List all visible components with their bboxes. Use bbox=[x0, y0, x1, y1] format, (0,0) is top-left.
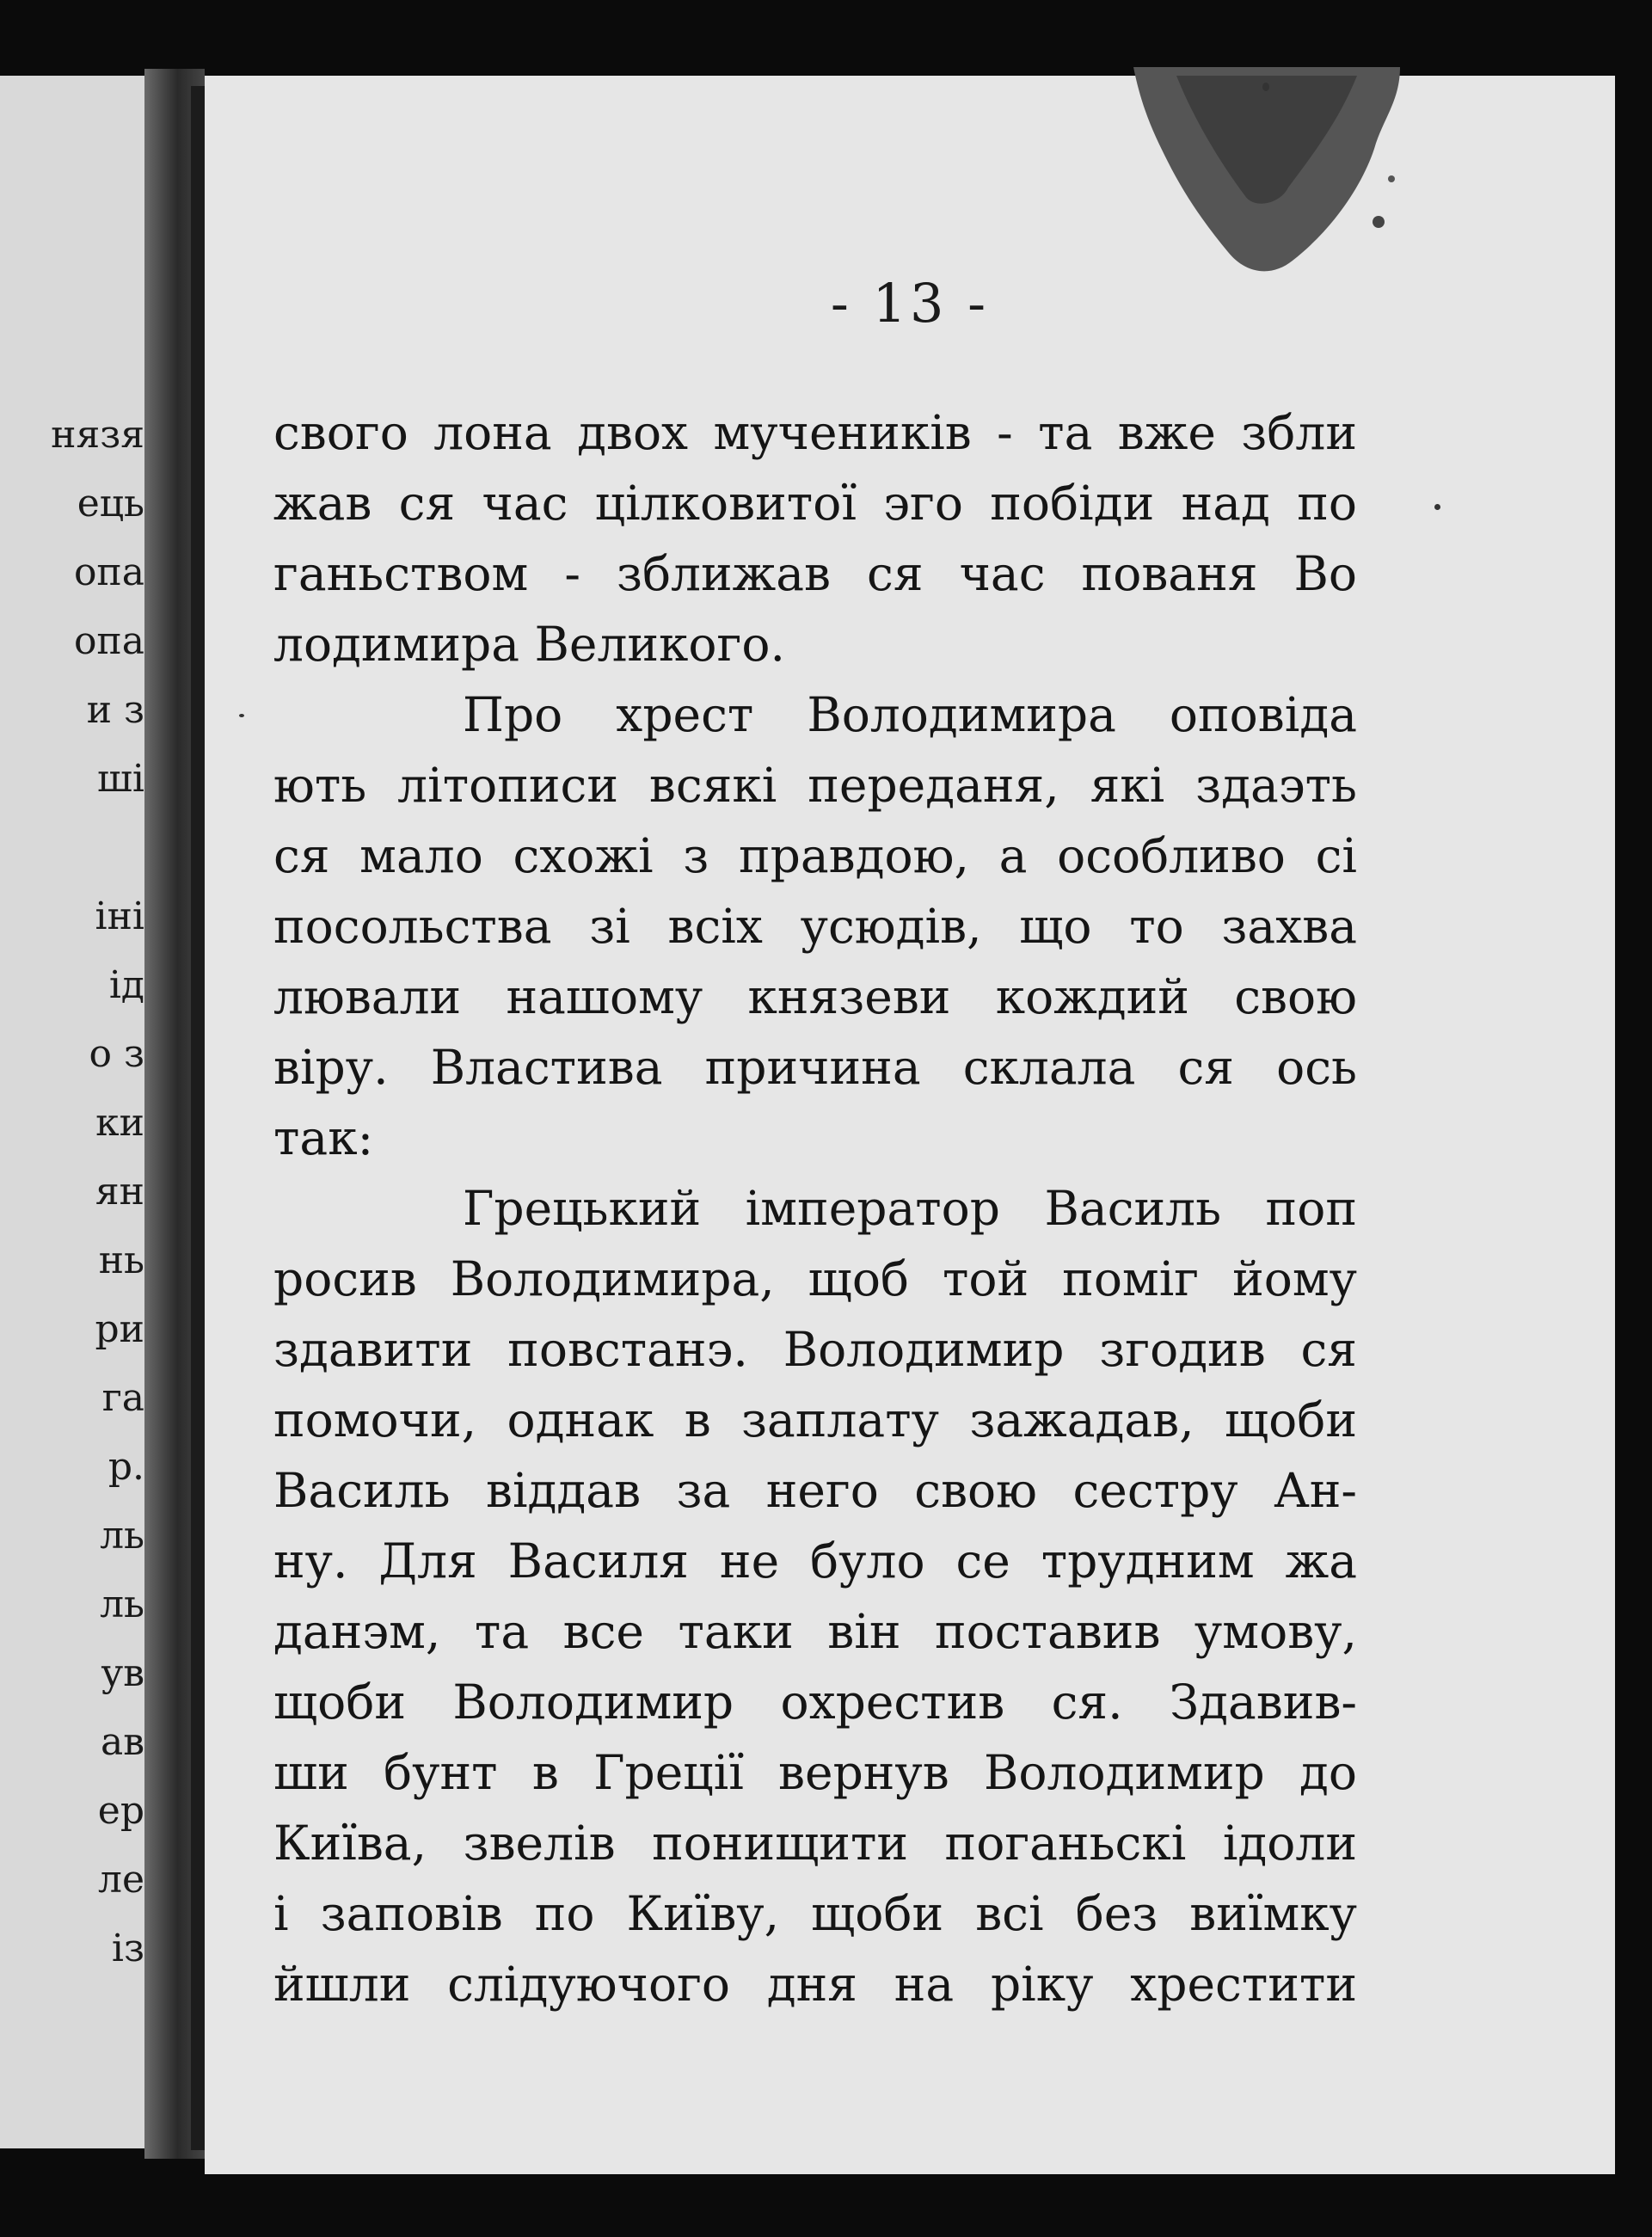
text-line: здавити повстанэ. Володимир згодив ся bbox=[273, 1322, 1357, 1377]
left-page-line: ід bbox=[108, 963, 144, 1007]
text-line: віру. Властива причина склала ся ось bbox=[273, 1040, 1357, 1095]
left-page-line: інi bbox=[95, 894, 144, 938]
text-line: лювали нашому князеви кождий свою bbox=[273, 969, 1357, 1024]
text-line: щоби Володимир охрестив ся. Здавив- bbox=[273, 1675, 1357, 1730]
paper-speck bbox=[1434, 504, 1440, 510]
left-page-line: опа bbox=[73, 550, 144, 594]
ink-stain bbox=[1116, 67, 1426, 282]
left-page-line: о з bbox=[89, 1032, 144, 1076]
text-line: данэм, та все таки він поставив умову, bbox=[273, 1604, 1357, 1659]
text-line: свого лона двох мучеників - та вже збли bbox=[273, 405, 1357, 460]
text-line: Київа, звелів понищити поганьскі ідоли bbox=[273, 1816, 1357, 1871]
page-gutter-edge bbox=[191, 86, 205, 2150]
text-line: так: bbox=[273, 1110, 374, 1165]
paper-speck bbox=[239, 714, 244, 717]
text-line: Грецький імператор Василь поп bbox=[463, 1181, 1357, 1236]
text-line: і заповів по Київу, щоби всі без виїмку bbox=[273, 1886, 1357, 1941]
left-page-line: ші bbox=[97, 757, 144, 801]
paper-speck bbox=[1262, 83, 1269, 91]
left-page-line: нязя bbox=[51, 413, 144, 457]
left-page-line: нь bbox=[98, 1238, 144, 1282]
text-line: Василь віддав за него свою сестру Ан- bbox=[273, 1463, 1357, 1518]
left-page-line: ки bbox=[95, 1101, 144, 1145]
left-page-line: ер bbox=[97, 1789, 144, 1833]
left-page-line: га bbox=[101, 1376, 144, 1420]
text-line: лодимира Великого. bbox=[273, 617, 785, 672]
text-line: ють літописи всякі переданя, які здаэть bbox=[273, 758, 1357, 813]
left-page-line: із bbox=[111, 1927, 144, 1970]
text-line: Про хрест Володимира оповіда bbox=[463, 687, 1357, 742]
left-page-line: ув bbox=[101, 1651, 144, 1695]
left-page-line: ль bbox=[100, 1582, 144, 1626]
left-page-line: ль bbox=[100, 1514, 144, 1558]
page-number: - 13 - bbox=[830, 272, 990, 335]
right-page bbox=[205, 76, 1615, 2174]
left-page-line: опа bbox=[73, 619, 144, 663]
text-line: ганьством - зближав ся час пованя Во bbox=[273, 546, 1357, 601]
left-page-line: и з bbox=[86, 688, 144, 732]
text-line: ся мало схожі з правдою, а особливо сі bbox=[273, 828, 1357, 883]
text-line: йшли слідуючого дня на ріку хрестити bbox=[273, 1957, 1357, 2012]
left-page-line: ле bbox=[98, 1858, 144, 1902]
left-page-fragment bbox=[0, 76, 144, 2148]
text-line: жав ся час цілковитої эго побіди над по bbox=[273, 476, 1357, 531]
text-line: ну. Для Василя не було се трудним жа bbox=[273, 1533, 1357, 1589]
text-line: помочи, однак в заплату зажадав, щоби bbox=[273, 1392, 1357, 1447]
text-line: посольства зі всіх усюдів, що то захва bbox=[273, 899, 1357, 954]
left-page-line: ав bbox=[100, 1720, 144, 1764]
left-page-line: ри bbox=[95, 1307, 144, 1351]
text-line: ши бунт в Греції вернув Володимир до bbox=[273, 1745, 1357, 1800]
text-line: росив Володимира, щоб той поміг йому bbox=[273, 1251, 1357, 1306]
left-page-line: ян bbox=[95, 1170, 144, 1214]
left-page-line: р. bbox=[107, 1445, 144, 1489]
left-page-line: ець bbox=[77, 482, 144, 525]
